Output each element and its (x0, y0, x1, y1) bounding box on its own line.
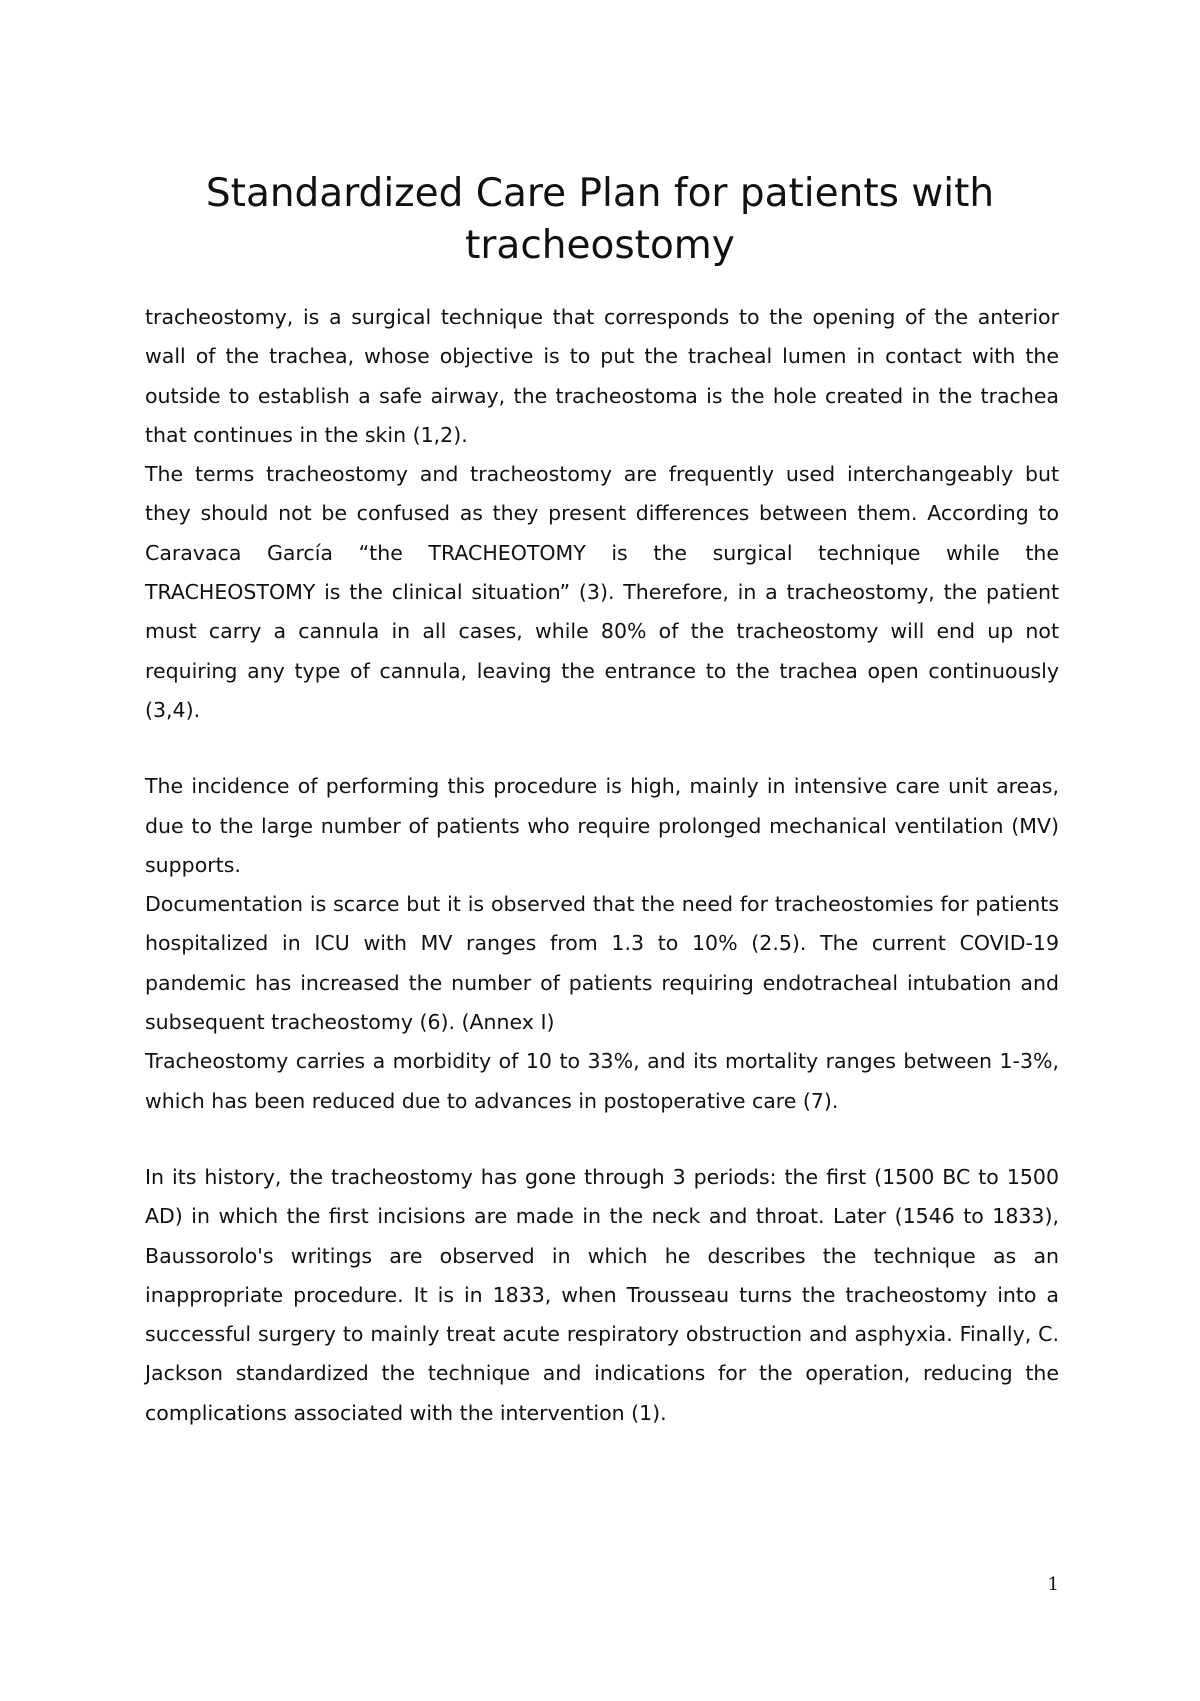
document-title: Standardized Care Plan for patients with tracheostomy (205, 171, 995, 268)
page-number: 1 (1047, 1574, 1059, 1595)
document-body (145, 298, 1059, 1433)
paragraph-terms: The terms tracheostomy and tracheostomy are frequently used interchangeably but they should not be confused as they present differences between them. According to Caravaca García “the TRACHEOTOMY is the surgical technique while the TRACHEOSTOMY is the clinical situation” (3). Therefore, in a tracheostomy, the patient must carry a cannula in all cases, while 80% of the tracheostomy will end up not requiring any type of cannula, leaving the entrance to the trachea open continuously (3,4). (145, 462, 1059, 722)
paragraph-history: In its history, the tracheostomy has gone through 3 periods: the first (1500 BC to 1500 AD) in which the first incisions are made in the neck and throat. Later (1546 to 1833), Baussorolo's writings are observed in which he describes the technique as an inappropriate procedure. It is in 1833, when Trousseau turns the tracheostomy into a successful surgery to mainly treat acute respiratory obstruction and asphyxia. Finally, C. Jackson standardized the technique and indications for the operation, reducing the complications associated with the intervention (1). (145, 1164, 1059, 1425)
paragraph-documentation: Documentation is scarce but it is observed that the need for tracheostomies for patients hospitalized in ICU with MV ranges from 1.3 to 10% (2.5). The current COVID-19 pandemic has increased the number of patients requiring endotracheal intubation and subsequent tracheostomy (6). (Annex I) (145, 892, 1059, 1035)
paragraph-definition: tracheostomy, is a surgical technique that corresponds to the opening of the anterior wall of the trachea, whose objective is to put the tracheal lumen in contact with the outside to establish a safe airway, the tracheostoma is the hole created in the trachea that continues in the skin (1,2). (145, 305, 1059, 447)
paragraph-morbidity: Tracheostomy carries a morbidity of 10 to 33%, and its mortality ranges between 1-3%, which has been reduced due to advances in postoperative care (7). (145, 1049, 1059, 1113)
paragraph-incidence: The incidence of performing this procedure is high, mainly in intensive care unit areas, due to the large number of patients who require prolonged mechanical ventilation (MV) supports. (145, 774, 1059, 877)
